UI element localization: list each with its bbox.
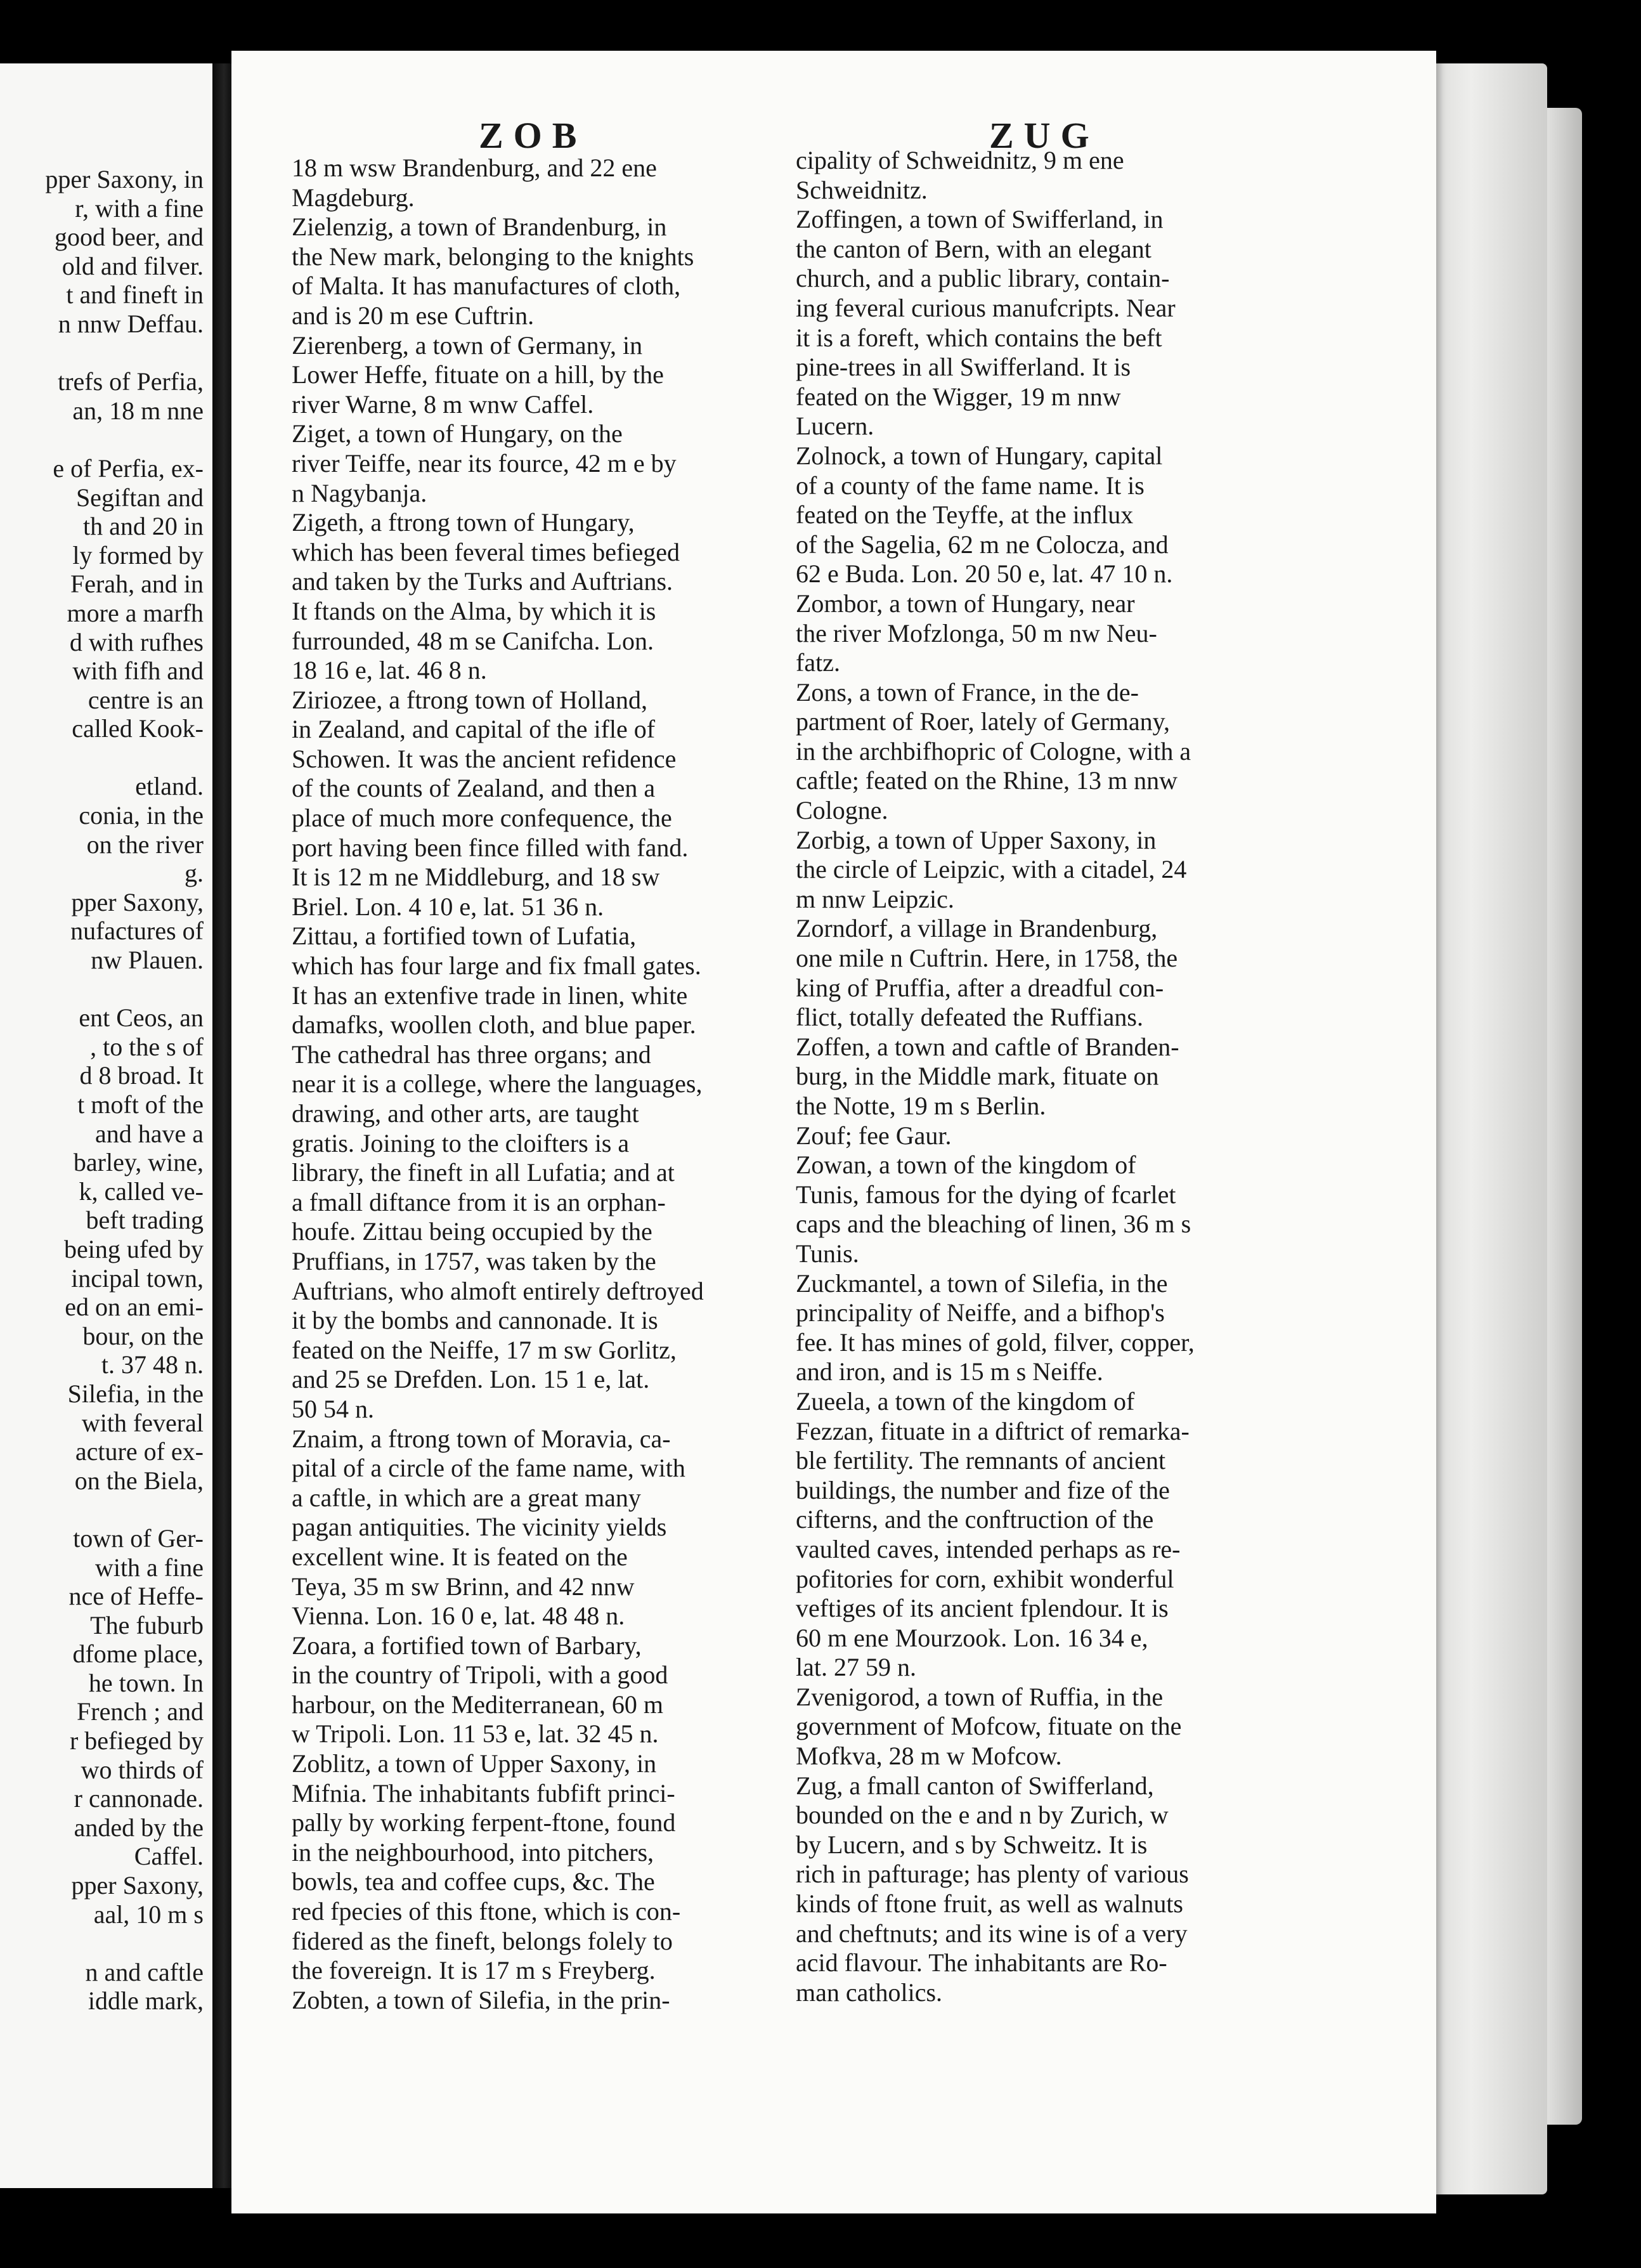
text-line: It has an extenfive trade in linen, white: [292, 981, 688, 1010]
text-line: w Tripoli. Lon. 11 53 e, lat. 32 45 n.: [292, 1719, 659, 1749]
text-line: of a county of the fame name. It is: [796, 471, 1145, 500]
text-line: n Nagybanja.: [292, 478, 427, 507]
text-line: bowls, tea and coffee cups, &c. The: [292, 1867, 655, 1896]
text-line: Zorndorf, a village in Brandenburg,: [796, 914, 1158, 943]
fragment-line: nw Plauen.: [91, 946, 204, 975]
fragment-line: pper Saxony,: [71, 1871, 204, 1900]
text-line: veftiges of its ancient fplendour. It is: [796, 1594, 1169, 1623]
text-line: excellent wine. It is feated on the: [292, 1542, 628, 1571]
fragment-line: , to the s of: [90, 1032, 204, 1061]
running-head-left: ZOB: [479, 115, 587, 156]
fragment-line: and have a: [94, 1119, 204, 1148]
text-line: 60 m ene Mourzook. Lon. 16 34 e,: [796, 1623, 1148, 1652]
right-text-column: [796, 146, 1360, 2007]
fragment-line: n and caftle: [85, 1957, 204, 1986]
gazetteer-page: [231, 51, 1436, 2213]
fragment-line: k, called ve-: [79, 1176, 204, 1206]
text-line: pagan antiquities. The vicinity yields: [292, 1513, 667, 1542]
text-line: of the Sagelia, 62 m ne Colocza, and: [796, 530, 1169, 559]
page-edge: [1420, 63, 1547, 2194]
text-line: the New mark, belonging to the knights: [292, 242, 694, 271]
text-line: feated on the Neiffe, 17 m sw Gorlitz,: [292, 1335, 677, 1364]
fragment-line: with a fine: [94, 1553, 204, 1582]
fragment-line: centre is an: [88, 685, 204, 714]
fragment-line: Ferah, and in: [70, 570, 204, 599]
text-line: principality of Neiffe, and a bifhop's: [796, 1298, 1165, 1327]
text-line: of Malta. It has manufactures of cloth,: [292, 271, 681, 301]
text-line: man catholics.: [796, 1978, 943, 2007]
fragment-line: conia, in the: [79, 801, 204, 830]
text-line: fidered as the fineft, belongs folely to: [292, 1926, 673, 1955]
text-line: pally by working ferpent-ftone, found: [292, 1808, 676, 1837]
text-line: Mofkva, 28 m w Mofcow.: [796, 1742, 1062, 1771]
fragment-line: dfome place,: [72, 1639, 204, 1669]
fragment-line: beft trading: [86, 1206, 204, 1235]
text-line: Zouf; fee Gaur.: [796, 1121, 952, 1150]
text-line: m nnw Leipzic.: [796, 884, 954, 913]
fragment-line: [0, 743, 204, 772]
fragment-line: t. 37 48 n.: [101, 1350, 204, 1379]
text-line: river Warne, 8 m wnw Caffel.: [292, 389, 594, 419]
text-line: houfe. Zittau being occupied by the: [292, 1217, 652, 1246]
text-line: and taken by the Turks and Auftrians.: [292, 567, 673, 596]
text-line: furrounded, 48 m se Canifcha. Lon.: [292, 626, 654, 655]
text-line: Magdeburg.: [292, 183, 415, 212]
text-line: vaulted caves, intended perhaps as re-: [796, 1534, 1181, 1563]
fragment-line: Caffel.: [134, 1842, 204, 1871]
text-line: in the country of Tripoli, with a good: [292, 1660, 668, 1690]
text-line: which has been feveral times befieged: [292, 537, 680, 566]
text-line: the Notte, 19 m s Berlin.: [796, 1092, 1046, 1120]
text-line: ble fertility. The remnants of ancient: [796, 1446, 1166, 1475]
text-line: in the neighbourhood, into pitchers,: [292, 1837, 654, 1867]
text-line: drawing, and other arts, are taught: [292, 1099, 639, 1128]
text-line: Zug, a fmall canton of Swifferland,: [796, 1771, 1154, 1800]
fragment-line: iddle mark,: [88, 1986, 204, 2016]
text-line: Zvenigorod, a town of Ruffia, in the: [796, 1682, 1164, 1711]
book-spine: [212, 63, 231, 2188]
text-line: It ftands on the Alma, by which it is: [292, 596, 656, 625]
fragment-line: nufactures of: [70, 916, 204, 946]
text-line: Tunis.: [796, 1239, 859, 1268]
fragment-line: acture of ex-: [75, 1437, 204, 1466]
text-line: kinds of ftone fruit, as well as walnuts: [796, 1889, 1183, 1919]
text-line: bounded on the e and n by Zurich, w: [796, 1801, 1169, 1830]
fragment-line: [0, 1929, 204, 1958]
text-line: feated on the Teyffe, at the influx: [796, 500, 1134, 530]
previous-page-fragment: [0, 63, 212, 2188]
fragment-line: he town. In: [88, 1668, 204, 1697]
text-line: and cheftnuts; and its wine is of a very: [796, 1919, 1188, 1948]
fragment-line: g.: [185, 859, 204, 888]
fragment-line: incipal town,: [71, 1263, 204, 1293]
text-line: Pruffians, in 1757, was taken by the: [292, 1246, 656, 1275]
previous-page-text: [0, 165, 204, 2016]
fragment-line: with fifh and: [72, 656, 204, 686]
text-line: harbour, on the Mediterranean, 60 m: [292, 1690, 663, 1719]
text-line: in Zealand, and capital of the ifle of: [292, 715, 656, 744]
text-line: Zielenzig, a town of Brandenburg, in: [292, 212, 667, 242]
text-line: The cathedral has three organs; and: [292, 1040, 651, 1069]
text-line: Zowan, a town of the kingdom of: [796, 1150, 1136, 1180]
running-head-right: ZUG: [989, 115, 1099, 156]
fragment-line: r befieged by: [69, 1726, 204, 1756]
text-line: pital of a circle of the fame name, with: [292, 1454, 685, 1483]
text-line: of the counts of Zealand, and then a: [292, 774, 656, 803]
text-line: fee. It has mines of gold, filver, copper,: [796, 1327, 1195, 1357]
text-line: and 25 se Drefden. Lon. 15 1 e, lat.: [292, 1365, 650, 1394]
fragment-line: French ; and: [77, 1697, 204, 1726]
left-text-column: [292, 153, 843, 2015]
fragment-line: The fuburb: [90, 1610, 204, 1639]
text-line: cipality of Schweidnitz, 9 m ene: [796, 146, 1124, 174]
text-line: caftle; feated on the Rhine, 13 m nnw: [796, 766, 1178, 795]
text-line: cifterns, and the conftruction of the: [796, 1505, 1154, 1534]
text-line: damafks, woollen cloth, and blue paper.: [292, 1010, 696, 1040]
fragment-line: ent Ceos, an: [79, 1003, 204, 1033]
fragment-line: t moft of the: [77, 1090, 204, 1119]
fragment-line: trefs of Perfia,: [58, 367, 204, 396]
text-line: Zons, a town of France, in the de-: [796, 677, 1139, 707]
fragment-line: good beer, and: [55, 223, 204, 252]
fragment-line: Silefia, in the: [67, 1379, 204, 1408]
text-line: Zombor, a town of Hungary, near: [796, 589, 1135, 618]
text-line: church, and a public library, contain-: [796, 264, 1170, 293]
fragment-line: e of Perfia, ex-: [53, 453, 204, 483]
fragment-line: called Kook-: [72, 714, 204, 743]
text-line: rich in pafturage; has plenty of various: [796, 1860, 1189, 1889]
text-line: Zigeth, a ftrong town of Hungary,: [292, 508, 635, 537]
text-line: Zueela, a town of the kingdom of: [796, 1386, 1135, 1416]
text-line: Zorbig, a town of Upper Saxony, in: [796, 825, 1157, 854]
text-line: place of much more confequence, the: [292, 804, 672, 833]
fragment-line: anded by the: [74, 1813, 204, 1842]
text-line: Tunis, famous for the dying of fcarlet: [796, 1180, 1176, 1209]
text-line: port having been fince filled with fand.: [292, 833, 689, 862]
text-line: partment of Roer, lately of Germany,: [796, 707, 1171, 736]
text-line: Zoblitz, a town of Upper Saxony, in: [292, 1749, 657, 1778]
text-line: in the archbifhopric of Cologne, with a: [796, 736, 1191, 766]
text-line: Cologne.: [796, 796, 888, 825]
fragment-line: d 8 broad. It: [79, 1061, 204, 1090]
text-line: and is 20 m ese Cuftrin.: [292, 301, 535, 330]
fragment-line: Segiftan and: [75, 483, 204, 512]
text-line: Vienna. Lon. 16 0 e, lat. 48 48 n.: [292, 1601, 625, 1631]
fragment-line: town of Ger-: [73, 1523, 204, 1553]
text-line: Schweidnitz.: [796, 175, 928, 204]
text-line: the river Mofzlonga, 50 m nw Neu-: [796, 618, 1157, 648]
text-line: Zobten, a town of Silefia, in the prin-: [292, 1985, 670, 2014]
text-line: pofitories for corn, exhibit wonderful: [796, 1564, 1174, 1593]
text-line: Briel. Lon. 4 10 e, lat. 51 36 n.: [292, 892, 604, 921]
text-line: it by the bombs and cannonade. It is: [292, 1306, 658, 1335]
text-line: 18 m wsw Brandenburg, and 22 ene: [292, 153, 657, 182]
text-line: Zuckmantel, a town of Silefia, in the: [796, 1268, 1168, 1298]
text-line: red fpecies of this ftone, which is con-: [292, 1897, 681, 1926]
text-line: Zittau, a fortified town of Lufatia,: [292, 922, 637, 951]
text-line: Lower Heffe, fituate on a hill, by the: [292, 360, 664, 389]
text-line: fatz.: [796, 648, 840, 677]
text-line: flict, totally defeated the Ruffians.: [796, 1003, 1143, 1032]
text-line: Ziriozee, a ftrong town of Holland,: [292, 685, 647, 714]
text-line: caps and the bleaching of linen, 36 m s: [796, 1209, 1191, 1239]
text-line: government of Mofcow, fituate on the: [796, 1712, 1182, 1741]
fragment-line: d with rufhes: [69, 627, 204, 656]
text-line: 62 e Buda. Lon. 20 50 e, lat. 47 10 n.: [796, 559, 1173, 589]
fragment-line: etland.: [135, 772, 204, 801]
fragment-line: [0, 339, 204, 368]
fragment-line: bour, on the: [82, 1321, 204, 1350]
text-line: lat. 27 59 n.: [796, 1653, 916, 1682]
text-line: the canton of Bern, with an elegant: [796, 234, 1151, 263]
text-line: Ziget, a town of Hungary, on the: [292, 419, 623, 448]
text-line: Znaim, a ftrong town of Moravia, ca-: [292, 1424, 671, 1453]
text-line: acid flavour. The inhabitants are Ro-: [796, 1948, 1167, 1978]
text-line: near it is a college, where the languages,: [292, 1069, 703, 1098]
fragment-line: wo thirds of: [81, 1755, 204, 1784]
text-line: a caftle, in which are a great many: [292, 1483, 641, 1512]
fragment-line: [0, 1495, 204, 1524]
fragment-line: aal, 10 m s: [93, 1900, 204, 1929]
fragment-line: with feveral: [81, 1408, 204, 1437]
fragment-line: t and fineft in: [66, 280, 204, 310]
fragment-line: being ufed by: [64, 1234, 204, 1263]
text-line: Zierenberg, a town of Germany, in: [292, 330, 643, 360]
text-line: Zoffingen, a town of Swifferland, in: [796, 205, 1164, 234]
fragment-line: pper Saxony, in: [45, 165, 204, 193]
text-line: pine-trees in all Swifferland. It is: [796, 353, 1131, 382]
text-line: Schowen. It was the ancient refidence: [292, 744, 677, 773]
text-line: by Lucern, and s by Schweitz. It is: [796, 1830, 1148, 1859]
fragment-line: [0, 975, 204, 1004]
text-line: It is 12 m ne Middleburg, and 18 sw: [292, 863, 660, 892]
fragment-line: ed on an emi-: [65, 1293, 204, 1322]
fragment-line: more a marfh: [67, 598, 204, 627]
text-line: king of Pruffia, after a dreadful con-: [796, 973, 1164, 1002]
text-line: Zoffen, a town and caftle of Branden-: [796, 1032, 1179, 1061]
text-line: Lucern.: [796, 412, 874, 441]
text-line: Auftrians, who almoft entirely deftroyed: [292, 1276, 704, 1305]
fragment-line: nce of Heffe-: [68, 1582, 204, 1611]
text-line: gratis. Joining to the cloifters is a: [292, 1128, 630, 1157]
text-line: river Teiffe, near its fource, 42 m e by: [292, 448, 677, 478]
text-line: 50 54 n.: [292, 1394, 374, 1423]
text-line: ing feveral curious manufcripts. Near: [796, 293, 1176, 322]
text-line: a fmall diftance from it is an orphan-: [292, 1187, 666, 1216]
text-line: and iron, and is 15 m s Neiffe.: [796, 1357, 1103, 1386]
text-line: Zolnock, a town of Hungary, capital: [796, 441, 1163, 470]
text-line: buildings, the number and fize of the: [796, 1475, 1170, 1504]
text-line: Fezzan, fituate in a diftrict of remarka-: [796, 1416, 1190, 1445]
fragment-line: barley, wine,: [73, 1148, 204, 1177]
fragment-line: n nnw Deffau.: [58, 309, 204, 338]
fragment-line: r cannonade.: [74, 1784, 204, 1813]
fragment-line: r, with a fine: [75, 193, 204, 223]
text-line: Teya, 35 m sw Brinn, and 42 nnw: [292, 1572, 635, 1601]
fragment-line: on the river: [86, 830, 204, 859]
fragment-line: an, 18 m nne: [72, 396, 204, 425]
fragment-line: old and filver.: [62, 251, 204, 280]
text-line: which has four large and fix fmall gates.: [292, 951, 701, 981]
text-line: the fovereign. It is 17 m s Freyberg.: [292, 1956, 656, 1985]
fragment-line: [0, 425, 204, 454]
text-line: 18 16 e, lat. 46 8 n.: [292, 656, 487, 685]
fragment-line: ly formed by: [72, 540, 204, 570]
fragment-line: th and 20 in: [83, 512, 204, 541]
text-line: burg, in the Middle mark, fituate on: [796, 1062, 1159, 1091]
fragment-line: pper Saxony,: [71, 887, 204, 916]
text-line: one mile n Cuftrin. Here, in 1758, the: [796, 944, 1178, 973]
text-line: Mifnia. The inhabitants fubfift princi-: [292, 1778, 675, 1808]
text-line: Zoara, a fortified town of Barbary,: [292, 1631, 642, 1660]
text-line: it is a foreft, which contains the beft: [796, 323, 1162, 352]
text-line: library, the fineft in all Lufatia; and at: [292, 1158, 675, 1187]
text-line: the circle of Leipzic, with a citadel, 24: [796, 855, 1187, 884]
text-line: feated on the Wigger, 19 m nnw: [796, 382, 1121, 411]
fragment-line: on the Biela,: [74, 1466, 204, 1495]
